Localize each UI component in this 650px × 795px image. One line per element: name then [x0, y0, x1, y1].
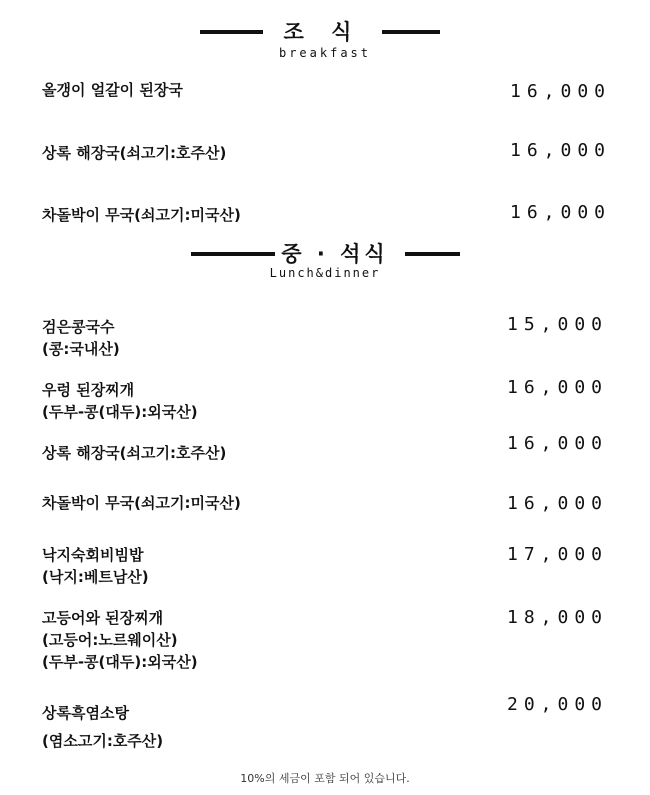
- menu-item-origin: (콩:국내산): [42, 340, 120, 358]
- menu-item-price: 16,000: [510, 81, 612, 102]
- menu-item-price: 16,000: [507, 433, 609, 454]
- menu-item-name: 우렁 된장찌개: [42, 381, 135, 399]
- menu-item-price: 18,000: [507, 607, 609, 628]
- menu-item-name: 차돌박이 무국(쇠고기:미국산): [42, 206, 241, 224]
- breakfast-subtitle: breakfast: [278, 46, 372, 60]
- menu-item-name: 검은콩국수: [42, 318, 115, 336]
- menu-item-name: 올갱이 얼갈이 된장국: [42, 81, 183, 99]
- menu-item-origin: (염소고기:호주산): [42, 732, 164, 750]
- menu-item-price: 15,000: [507, 314, 609, 335]
- tax-notice: 10%의 세금이 포함 되어 있습니다.: [240, 772, 410, 785]
- menu-item-name: 상록 해장국(쇠고기:호주산): [42, 144, 227, 162]
- menu-item-name: 낙지숙회비빔밥: [42, 546, 144, 564]
- menu-item-name: 고등어와 된장찌개: [42, 609, 164, 627]
- menu-item-name: 상록흑염소탕: [42, 704, 129, 722]
- menu-item-name: 상록 해장국(쇠고기:호주산): [42, 444, 227, 462]
- breakfast-rule-right: [382, 30, 440, 34]
- breakfast-title: 조 식: [283, 20, 362, 44]
- menu-item-origin: (두부-콩(대두):외국산): [42, 653, 198, 671]
- menu-item-price: 16,000: [510, 202, 612, 223]
- menu-item-origin: (낙지:베트남산): [42, 568, 149, 586]
- lunch-dinner-subtitle: Lunch&dinner: [269, 266, 381, 280]
- menu-item-price: 16,000: [507, 377, 609, 398]
- lunch-dinner-rule-left: [191, 252, 275, 256]
- menu-item-origin: (고등어:노르웨이산): [42, 631, 178, 649]
- lunch-dinner-rule-right: [405, 252, 460, 256]
- menu-item-price: 16,000: [510, 140, 612, 161]
- menu-item-price: 20,000: [507, 694, 609, 715]
- menu-item-price: 16,000: [507, 493, 609, 514]
- menu-item-price: 17,000: [507, 544, 609, 565]
- menu-item-name: 차돌박이 무국(쇠고기:미국산): [42, 494, 241, 512]
- lunch-dinner-title: 중 · 석식: [281, 242, 389, 266]
- menu-item-origin: (두부-콩(대두):외국산): [42, 403, 198, 421]
- breakfast-rule-left: [200, 30, 263, 34]
